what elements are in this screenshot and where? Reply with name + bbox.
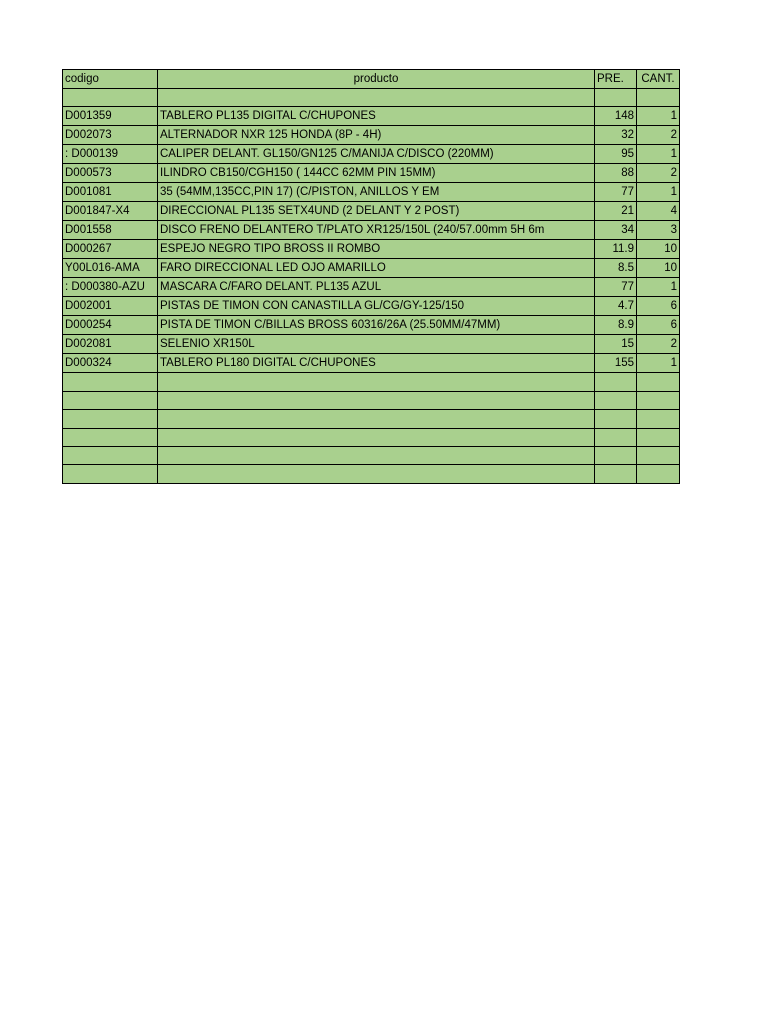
cell-pre: 11.9	[595, 240, 637, 259]
table-row	[63, 107, 680, 126]
empty-cell	[158, 465, 595, 483]
cell-codigo: D000324	[63, 354, 158, 373]
cell-cant: 6	[637, 297, 680, 316]
cell-codigo: D002001	[63, 297, 158, 316]
cell-pre: 32	[595, 126, 637, 145]
empty-cell	[63, 465, 158, 483]
cell-codigo: D001558	[63, 221, 158, 240]
header-producto: producto	[158, 70, 595, 89]
table-row	[63, 297, 680, 316]
empty-cell	[595, 391, 637, 409]
cell-cant: 4	[637, 202, 680, 221]
table-row	[63, 145, 680, 164]
cell-pre: 34	[595, 221, 637, 240]
table-row	[63, 278, 680, 297]
cell-pre: 95	[595, 145, 637, 164]
empty-cell	[595, 446, 637, 464]
empty-cell	[63, 428, 158, 446]
cell-cant: 1	[637, 145, 680, 164]
cell-codigo: D000254	[63, 316, 158, 335]
empty-cell	[595, 428, 637, 446]
empty-row	[63, 465, 680, 483]
cell-producto: CALIPER DELANT. GL150/GN125 C/MANIJA C/DISCO (220MM)	[158, 145, 595, 164]
cell-cant: 1	[637, 107, 680, 126]
cell-codigo: D000267	[63, 240, 158, 259]
empty-row	[63, 89, 680, 107]
table-row	[63, 164, 680, 183]
cell-codigo: D001359	[63, 107, 158, 126]
cell-producto: DISCO FRENO DELANTERO T/PLATO XR125/150L (240/57.00mm 5H 6m	[158, 221, 595, 240]
cell-pre: 148	[595, 107, 637, 126]
cell-producto: 35 (54MM,135CC,PIN 17) (C/PISTON, ANILLOS Y EM	[158, 183, 595, 202]
cell-cant: 6	[637, 316, 680, 335]
cell-codigo: D001081	[63, 183, 158, 202]
empty-cell	[595, 465, 637, 483]
cell-cant: 1	[637, 278, 680, 297]
empty-cell	[63, 391, 158, 409]
cell-cant: 2	[637, 335, 680, 354]
cell-codigo: : D000380-AZU	[63, 278, 158, 297]
empty-row	[63, 391, 680, 409]
cell-producto: PISTAS DE TIMON CON CANASTILLA GL/CG/GY-125/150	[158, 297, 595, 316]
cell-producto: ILINDRO CB150/CGH150 ( 144CC 62MM PIN 15MM)	[158, 164, 595, 183]
empty-cell	[158, 89, 595, 107]
table-row	[63, 126, 680, 145]
cell-producto: DIRECCIONAL PL135 SETX4UND (2 DELANT Y 2 POST)	[158, 202, 595, 221]
empty-cell	[158, 410, 595, 428]
header-pre: PRE.	[595, 70, 637, 89]
table-row	[63, 335, 680, 354]
cell-cant: 10	[637, 240, 680, 259]
empty-cell	[637, 465, 680, 483]
empty-cell	[63, 410, 158, 428]
empty-row	[63, 373, 680, 391]
cell-codigo: Y00L016-AMA	[63, 259, 158, 278]
empty-cell	[63, 373, 158, 391]
cell-cant: 10	[637, 259, 680, 278]
empty-cell	[637, 428, 680, 446]
empty-cell	[63, 89, 158, 107]
empty-cell	[158, 428, 595, 446]
cell-codigo: : D000139	[63, 145, 158, 164]
empty-row	[63, 410, 680, 428]
cell-pre: 88	[595, 164, 637, 183]
empty-cell	[595, 410, 637, 428]
cell-producto: PISTA DE TIMON C/BILLAS BROSS 60316/26A (25.50MM/47MM)	[158, 316, 595, 335]
header-row	[63, 70, 680, 89]
cell-producto: SELENIO XR150L	[158, 335, 595, 354]
cell-producto: ALTERNADOR NXR 125 HONDA (8P - 4H)	[158, 126, 595, 145]
header-cant: CANT.	[637, 70, 680, 89]
cell-pre: 77	[595, 183, 637, 202]
empty-row	[63, 446, 680, 464]
cell-producto: TABLERO PL135 DIGITAL C/CHUPONES	[158, 107, 595, 126]
cell-pre: 8.9	[595, 316, 637, 335]
cell-pre: 77	[595, 278, 637, 297]
table-row	[63, 221, 680, 240]
cell-codigo: D001847-X4	[63, 202, 158, 221]
cell-producto: MASCARA C/FARO DELANT. PL135 AZUL	[158, 278, 595, 297]
cell-pre: 155	[595, 354, 637, 373]
cell-cant: 2	[637, 126, 680, 145]
table-row	[63, 316, 680, 335]
empty-cell	[595, 373, 637, 391]
header-codigo: codigo	[63, 70, 158, 89]
empty-cell	[158, 391, 595, 409]
cell-producto: ESPEJO NEGRO TIPO BROSS II ROMBO	[158, 240, 595, 259]
spreadsheet-table	[62, 69, 680, 484]
empty-cell	[63, 446, 158, 464]
cell-cant: 2	[637, 164, 680, 183]
cell-pre: 15	[595, 335, 637, 354]
empty-cell	[158, 446, 595, 464]
empty-cell	[637, 373, 680, 391]
spreadsheet-body	[63, 70, 680, 484]
table-row	[63, 259, 680, 278]
table-row	[63, 183, 680, 202]
cell-codigo: D002073	[63, 126, 158, 145]
cell-codigo: D000573	[63, 164, 158, 183]
empty-cell	[158, 373, 595, 391]
cell-pre: 4.7	[595, 297, 637, 316]
cell-cant: 1	[637, 354, 680, 373]
empty-row	[63, 428, 680, 446]
empty-cell	[637, 446, 680, 464]
table-row	[63, 202, 680, 221]
table-row	[63, 240, 680, 259]
cell-producto: TABLERO PL180 DIGITAL C/CHUPONES	[158, 354, 595, 373]
cell-pre: 21	[595, 202, 637, 221]
empty-cell	[595, 89, 637, 107]
cell-producto: FARO DIRECCIONAL LED OJO AMARILLO	[158, 259, 595, 278]
table-row	[63, 354, 680, 373]
empty-cell	[637, 410, 680, 428]
cell-codigo: D002081	[63, 335, 158, 354]
cell-pre: 8.5	[595, 259, 637, 278]
cell-cant: 3	[637, 221, 680, 240]
cell-cant: 1	[637, 183, 680, 202]
empty-cell	[637, 391, 680, 409]
empty-cell	[637, 89, 680, 107]
